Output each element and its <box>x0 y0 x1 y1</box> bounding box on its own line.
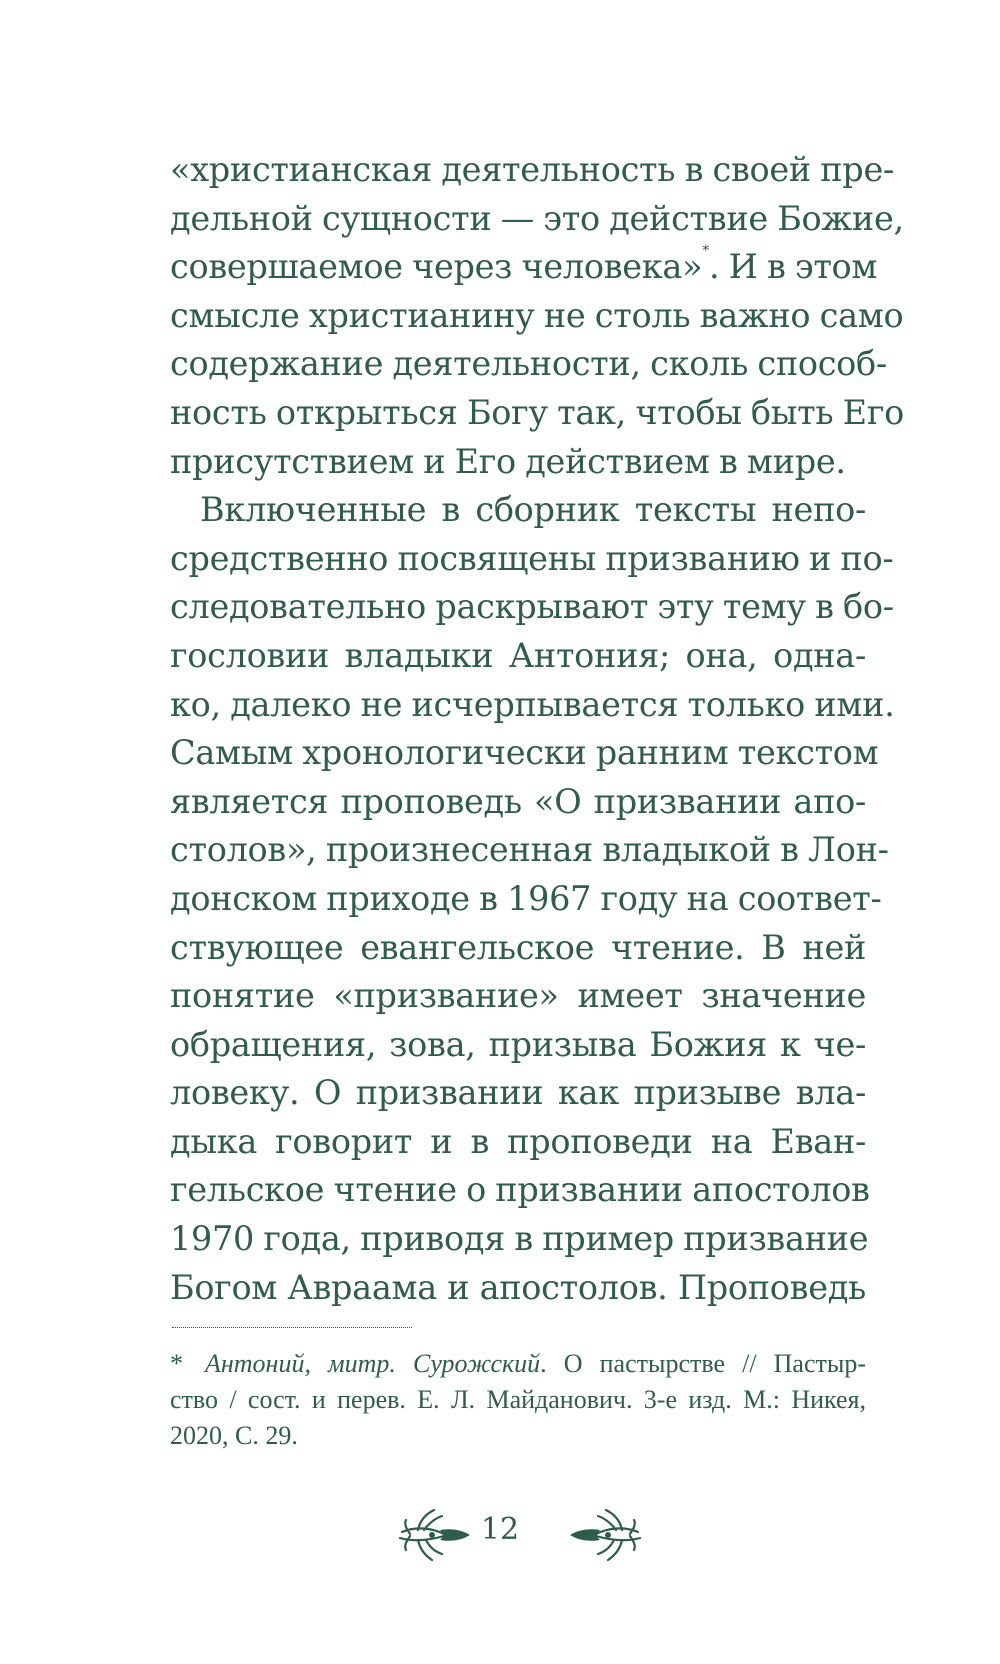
text-line: ность открыться Богу так, чтобы быть Его <box>170 392 904 432</box>
footnote <box>170 1346 866 1454</box>
text-line: следовательно раскрывают эту тему в бо- <box>170 587 894 627</box>
footnote-reference[interactable]: * <box>702 243 709 260</box>
text-line: является проповедь «О призвании апо- <box>170 781 866 821</box>
page-number: 12 <box>480 1512 520 1547</box>
text-line: Самым хронологически ранним текстом <box>170 733 879 773</box>
text-line: гословии владыки Антония; она, одна- <box>170 635 866 675</box>
footnote-line: 2020, С. 29. <box>170 1421 298 1450</box>
text-line: ко, далеко не исчерпывается только ими. <box>170 684 895 724</box>
text-line: присутствием и Его действием в мире. <box>170 441 846 481</box>
text-line: средственно посвящены призванию и по- <box>170 538 894 578</box>
text-line: содержание деятельности, сколь способ- <box>170 344 887 384</box>
text-line: ствующее евангельское чтение. В ней <box>170 927 866 967</box>
footnote-separator <box>172 1327 412 1328</box>
footnote-line <box>170 1346 866 1382</box>
text-line: гельское чтение о призвании апостолов <box>170 1170 870 1210</box>
text-line: Богом Авраама и апостолов. Проповедь <box>170 1267 866 1307</box>
text-line: понятие «призвание» имеет значение <box>170 976 866 1016</box>
text-line: столов», произнесенная владыкой в Лон- <box>170 830 889 870</box>
footnote-text: . О пастырстве // Пастыр- <box>540 1349 866 1378</box>
main-text <box>170 146 904 1312</box>
floral-ornament-right-icon <box>566 1506 644 1564</box>
text-fragment: . И в этом <box>708 247 878 287</box>
text-line: ловеку. О призвании как призыве вла- <box>170 1073 866 1113</box>
text-fragment: совершаемое через человека» <box>170 247 703 287</box>
footnote-marker: * <box>170 1349 183 1378</box>
text-line: 1970 года, приводя в пример призвание <box>170 1219 869 1259</box>
page-footer <box>0 1506 1000 1566</box>
text-line: обращения, зова, призыва Божия к че- <box>170 1024 866 1064</box>
text-line: дыка говорит и в проповеди на Еван- <box>170 1121 866 1161</box>
text-line: Включенные в сборник тексты непо- <box>200 490 866 530</box>
text-line: донском приходе в 1967 году на соответ- <box>170 878 882 918</box>
text-line: «христианская деятельность в своей пре- <box>170 150 894 189</box>
text-line: смысле христианину не столь важно само <box>170 295 904 335</box>
footnote-line: ство / сост. и перев. Е. Л. Майданович. 3-е изд. М.: Никея, <box>170 1385 866 1414</box>
footnote-author: Антоний, митр. Сурожский <box>205 1349 541 1378</box>
text-line <box>170 243 878 292</box>
text-line: дельной сущности — это действие Божие, <box>170 198 904 238</box>
